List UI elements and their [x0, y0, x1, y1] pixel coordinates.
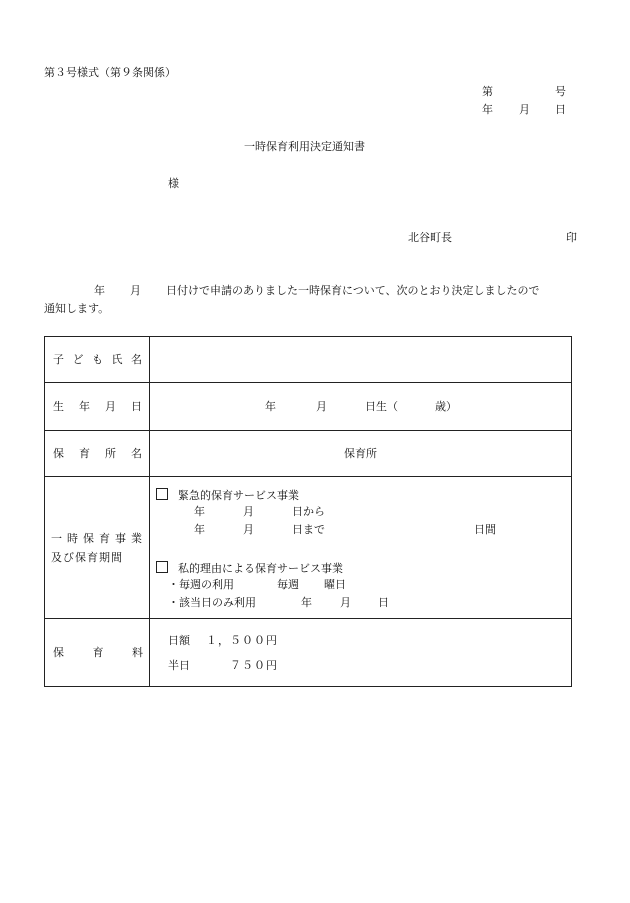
- weekly-every: 毎週: [277, 578, 299, 591]
- emergency-checkbox[interactable]: [156, 488, 168, 500]
- from-day: 日から: [292, 505, 325, 518]
- fee-daily-amount: １，５００円: [206, 634, 278, 647]
- birth-month: 月: [316, 400, 327, 413]
- nursery-label: 保 育 所 名: [45, 431, 150, 477]
- row-fee: [45, 619, 572, 687]
- weekly-dow: 曜日: [324, 578, 346, 591]
- specific-day: 日: [378, 596, 389, 609]
- doc-number-suffix: 号: [555, 85, 566, 98]
- nursery-field[interactable]: [150, 431, 572, 477]
- child-name-label: 子 ど も 氏 名: [45, 337, 150, 383]
- row-nursery: [45, 431, 572, 477]
- private-title: 私的理由による保育サービス事業: [178, 562, 343, 575]
- date-month: 月: [519, 103, 530, 116]
- child-name-field[interactable]: [150, 337, 572, 383]
- period-label-line2: 及び保育期間: [51, 550, 123, 564]
- from-year: 年: [194, 505, 205, 518]
- emergency-title: 緊急的保育サービス事業: [178, 489, 299, 502]
- row-child-name: [45, 337, 572, 383]
- birth-day: 日生（: [365, 400, 398, 413]
- period-field: [150, 477, 572, 619]
- weekly-label: ・毎週の利用: [168, 578, 234, 591]
- body-month: 月: [130, 284, 141, 297]
- fee-half-amount: ７５０円: [230, 659, 278, 672]
- fee-label: 保 育 料: [45, 619, 150, 687]
- seal-mark: 印: [566, 231, 577, 244]
- fee-field: [150, 619, 572, 687]
- addressee-suffix: 様: [168, 177, 179, 190]
- fee-half-label: 半日: [168, 659, 190, 672]
- private-option[interactable]: [156, 561, 343, 574]
- date-day: 日: [555, 103, 566, 116]
- emergency-option[interactable]: [156, 488, 299, 501]
- fee-daily-label: 日額: [168, 634, 190, 647]
- body-line2: 通知します。: [44, 302, 110, 315]
- birthdate-field[interactable]: [150, 383, 572, 431]
- private-checkbox[interactable]: [156, 561, 168, 573]
- issuer-name: 北谷町長: [408, 231, 452, 244]
- specific-label: ・該当日のみ利用: [168, 596, 256, 609]
- specific-month: 月: [340, 596, 351, 609]
- birth-age: 歳）: [435, 400, 457, 413]
- form-reference: 第３号様式（第９条関係）: [44, 66, 176, 79]
- body-line1: 日付けで申請のありました一時保育について、次のとおり決定しましたので: [166, 284, 540, 297]
- row-birthdate: [45, 383, 572, 431]
- row-period: [45, 477, 572, 619]
- emergency-days: 日間: [474, 523, 496, 536]
- nursery-value: 保育所: [344, 447, 377, 460]
- birth-year: 年: [265, 400, 276, 413]
- birthdate-label: 生 年 月 日: [45, 383, 150, 431]
- body-year: 年: [94, 284, 105, 297]
- from-month: 月: [243, 505, 254, 518]
- document-title: 一時保育利用決定通知書: [244, 140, 365, 153]
- date-year: 年: [482, 103, 493, 116]
- decision-table: [44, 336, 572, 687]
- to-year: 年: [194, 523, 205, 536]
- specific-year: 年: [301, 596, 312, 609]
- to-day: 日まで: [292, 523, 325, 536]
- period-label: 一 時 保 育 事 業 及び保育期間: [45, 477, 150, 619]
- doc-number-prefix: 第: [482, 85, 493, 98]
- to-month: 月: [243, 523, 254, 536]
